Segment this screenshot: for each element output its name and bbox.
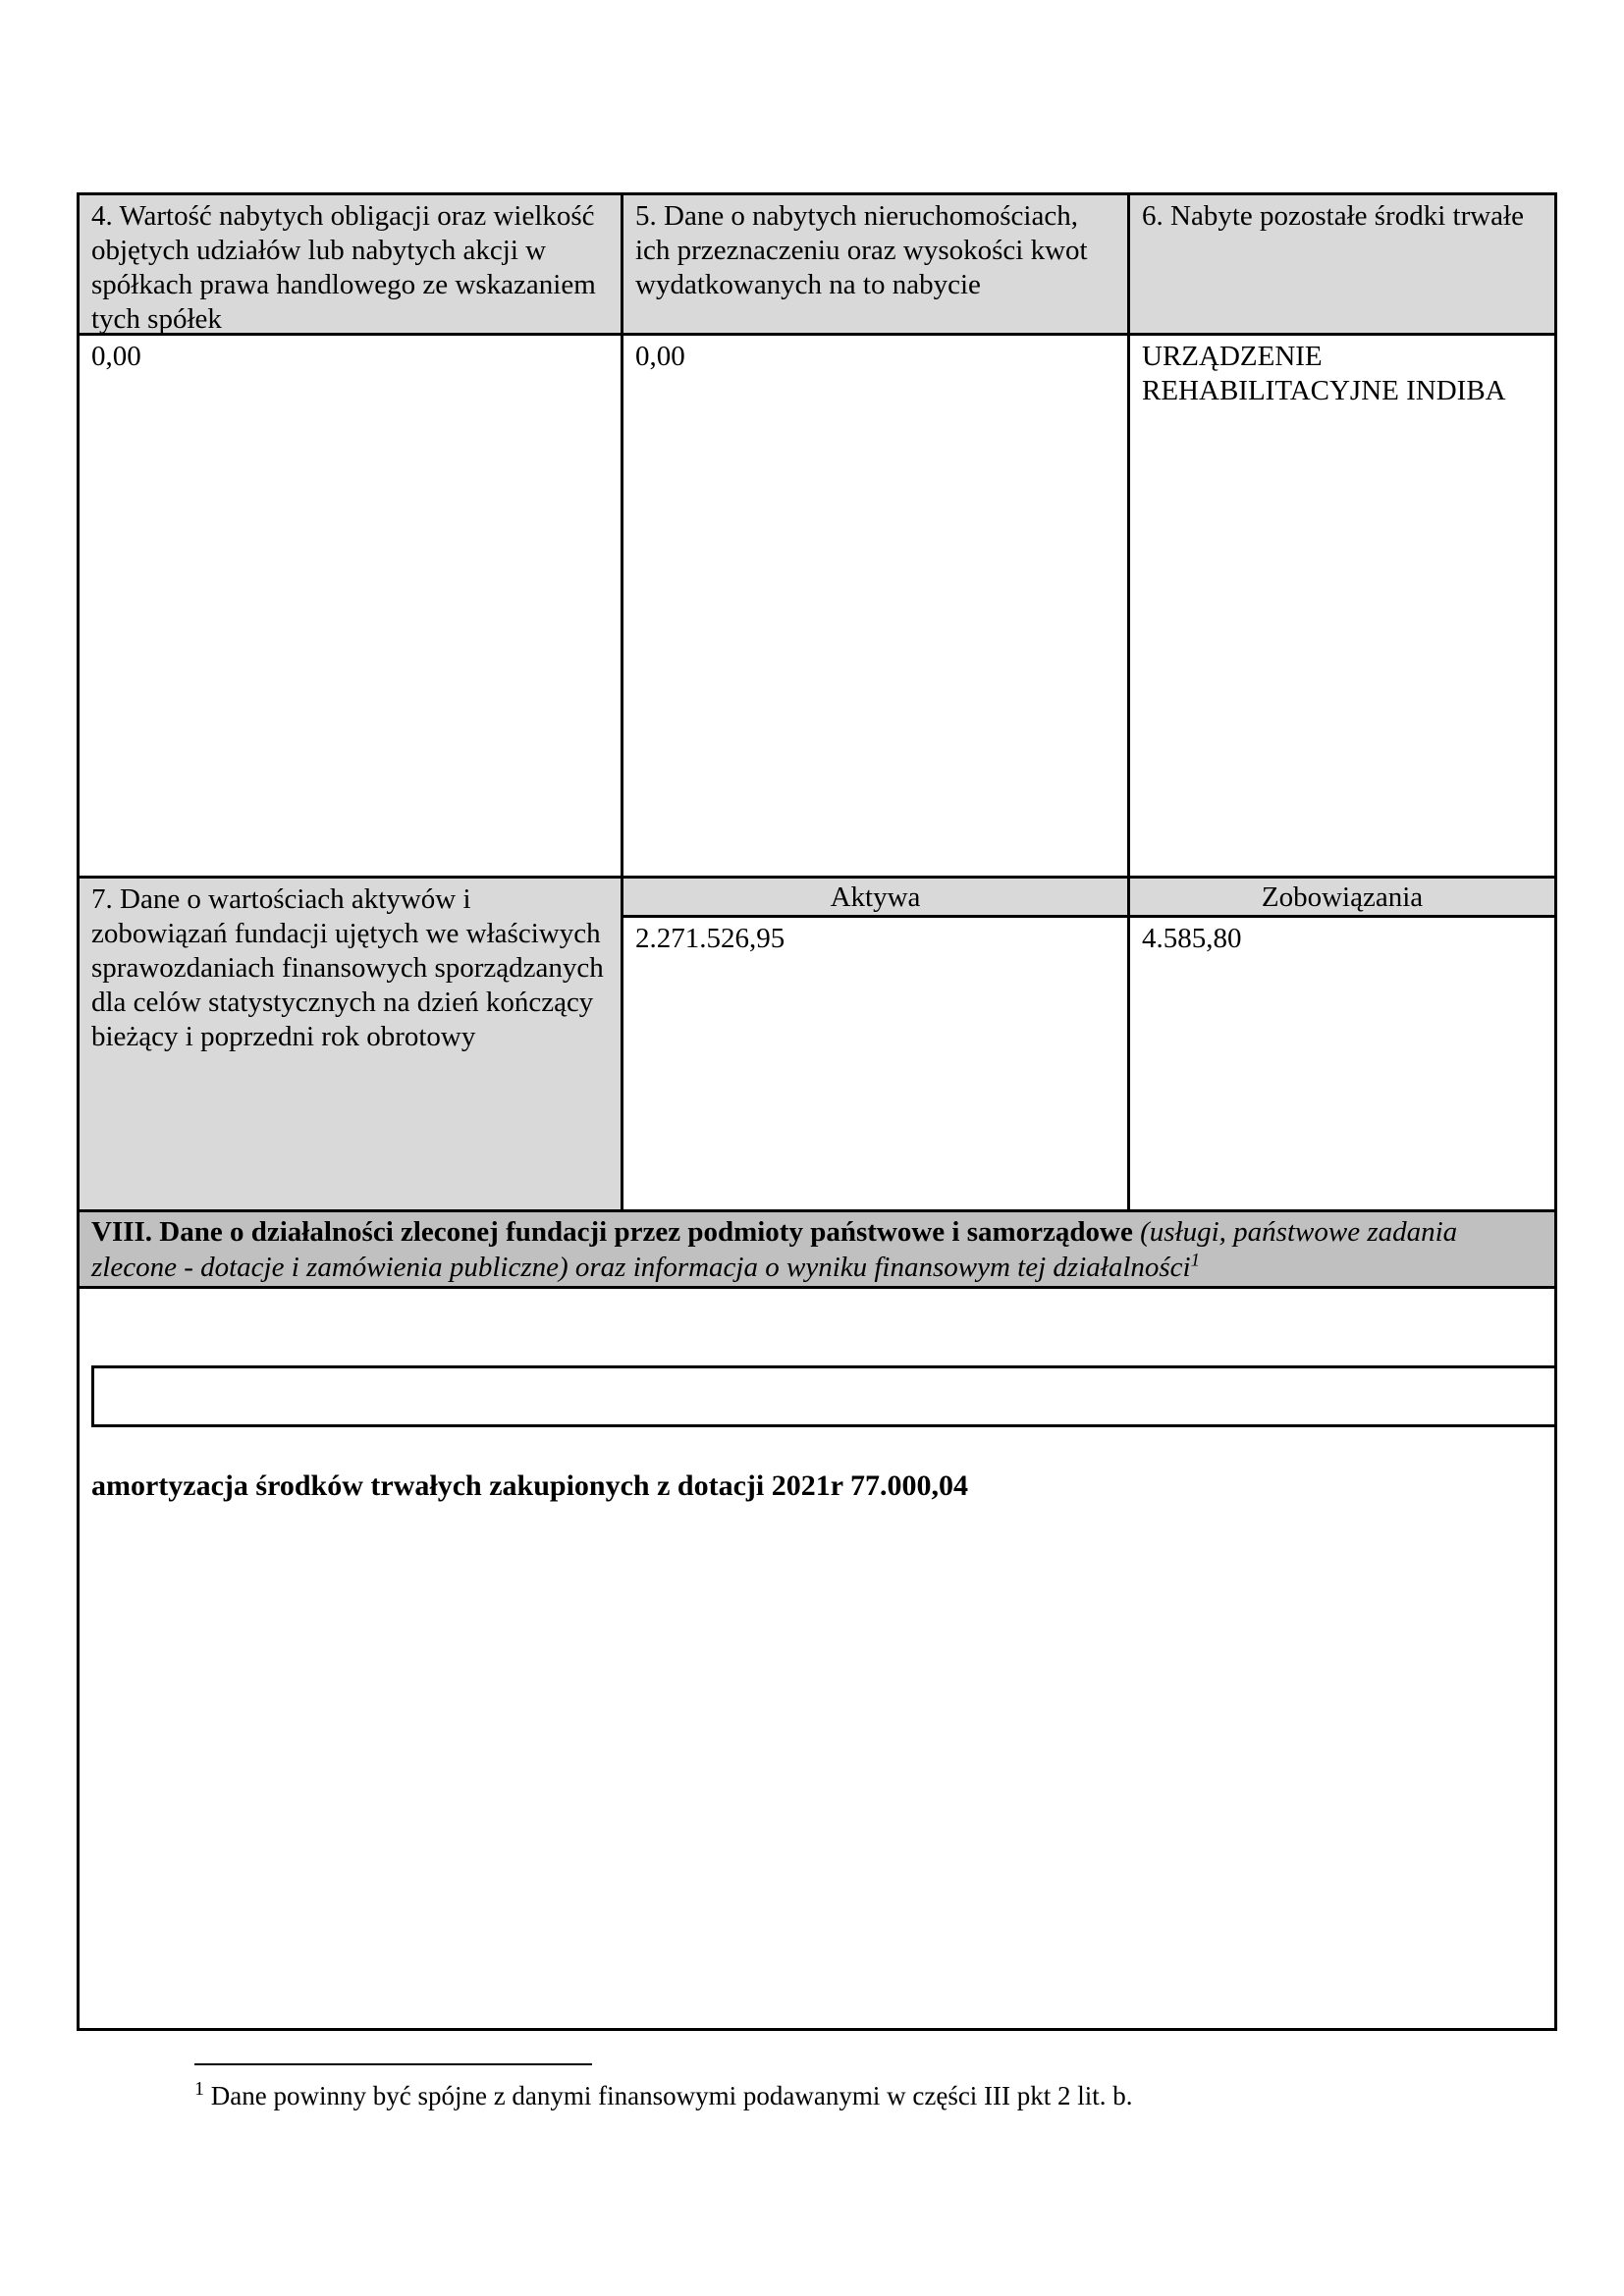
section8-title — [80, 1212, 1554, 1289]
col5-header: 5. Dane o nabytych nieruchomościach, ich przeznaczeniu oraz wysokości kwot wydatkowanych na to nabycie — [635, 200, 1088, 300]
footnote-separator — [194, 2063, 592, 2065]
table-right-border — [1554, 192, 1557, 2031]
col4-header: 4. Wartość nabytych obligacji oraz wielkość objętych udziałów lub nabytych akcji w spółkach prawa handlowego ze wskazaniem tych spółek — [91, 200, 596, 335]
zobowiazania-value: 4.585,80 — [1142, 923, 1242, 954]
footnote-text: Dane powinny być spójne z danymi finansowymi podawanymi w części III pkt 2 lit. b. — [210, 2081, 1133, 2110]
footnote-ref: 1 — [1190, 1250, 1201, 1271]
row7-label: 7. Dane o wartościach aktywów i zobowiązań fundacji ujętych we właściwych sprawozdaniach finansowych sporządzanych dla celów statystycznych na dzień kończący bieżący i poprzedni rok obrotowy — [91, 883, 604, 1052]
footnote-number: 1 — [194, 2078, 204, 2100]
activity-input-box[interactable] — [91, 1365, 1557, 1427]
col4-value: 0,00 — [91, 341, 141, 372]
col5-value: 0,00 — [635, 341, 685, 372]
zobowiazania-header: Zobowiązania — [1261, 881, 1424, 913]
footnote — [194, 2079, 1471, 2112]
aktywa-value: 2.271.526,95 — [635, 923, 785, 954]
section8-title-bold: VIII. Dane o działalności zleconej fundacji przez podmioty państwowe i samorządowe — [91, 1216, 1133, 1248]
aktywa-header: Aktywa — [830, 881, 921, 913]
section8-title-italic: (usługi, państwowe zadania zlecone - dotacje i zamówienia publiczne) oraz informacja o wyniku finansowym tej działalności — [91, 1216, 1458, 1283]
amortization-text: amortyzacja środków trwałych zakupionych z dotacji 2021r 77.000,04 — [91, 1469, 968, 1502]
table-left-border — [77, 192, 80, 2031]
col6-header: 6. Nabyte pozostałe środki trwałe — [1142, 200, 1524, 232]
table-bottom-border — [77, 2028, 1557, 2031]
col6-value: URZĄDZENIE REHABILITACYJNE INDIBA — [1142, 341, 1506, 406]
activity-input-value — [94, 1365, 118, 1405]
